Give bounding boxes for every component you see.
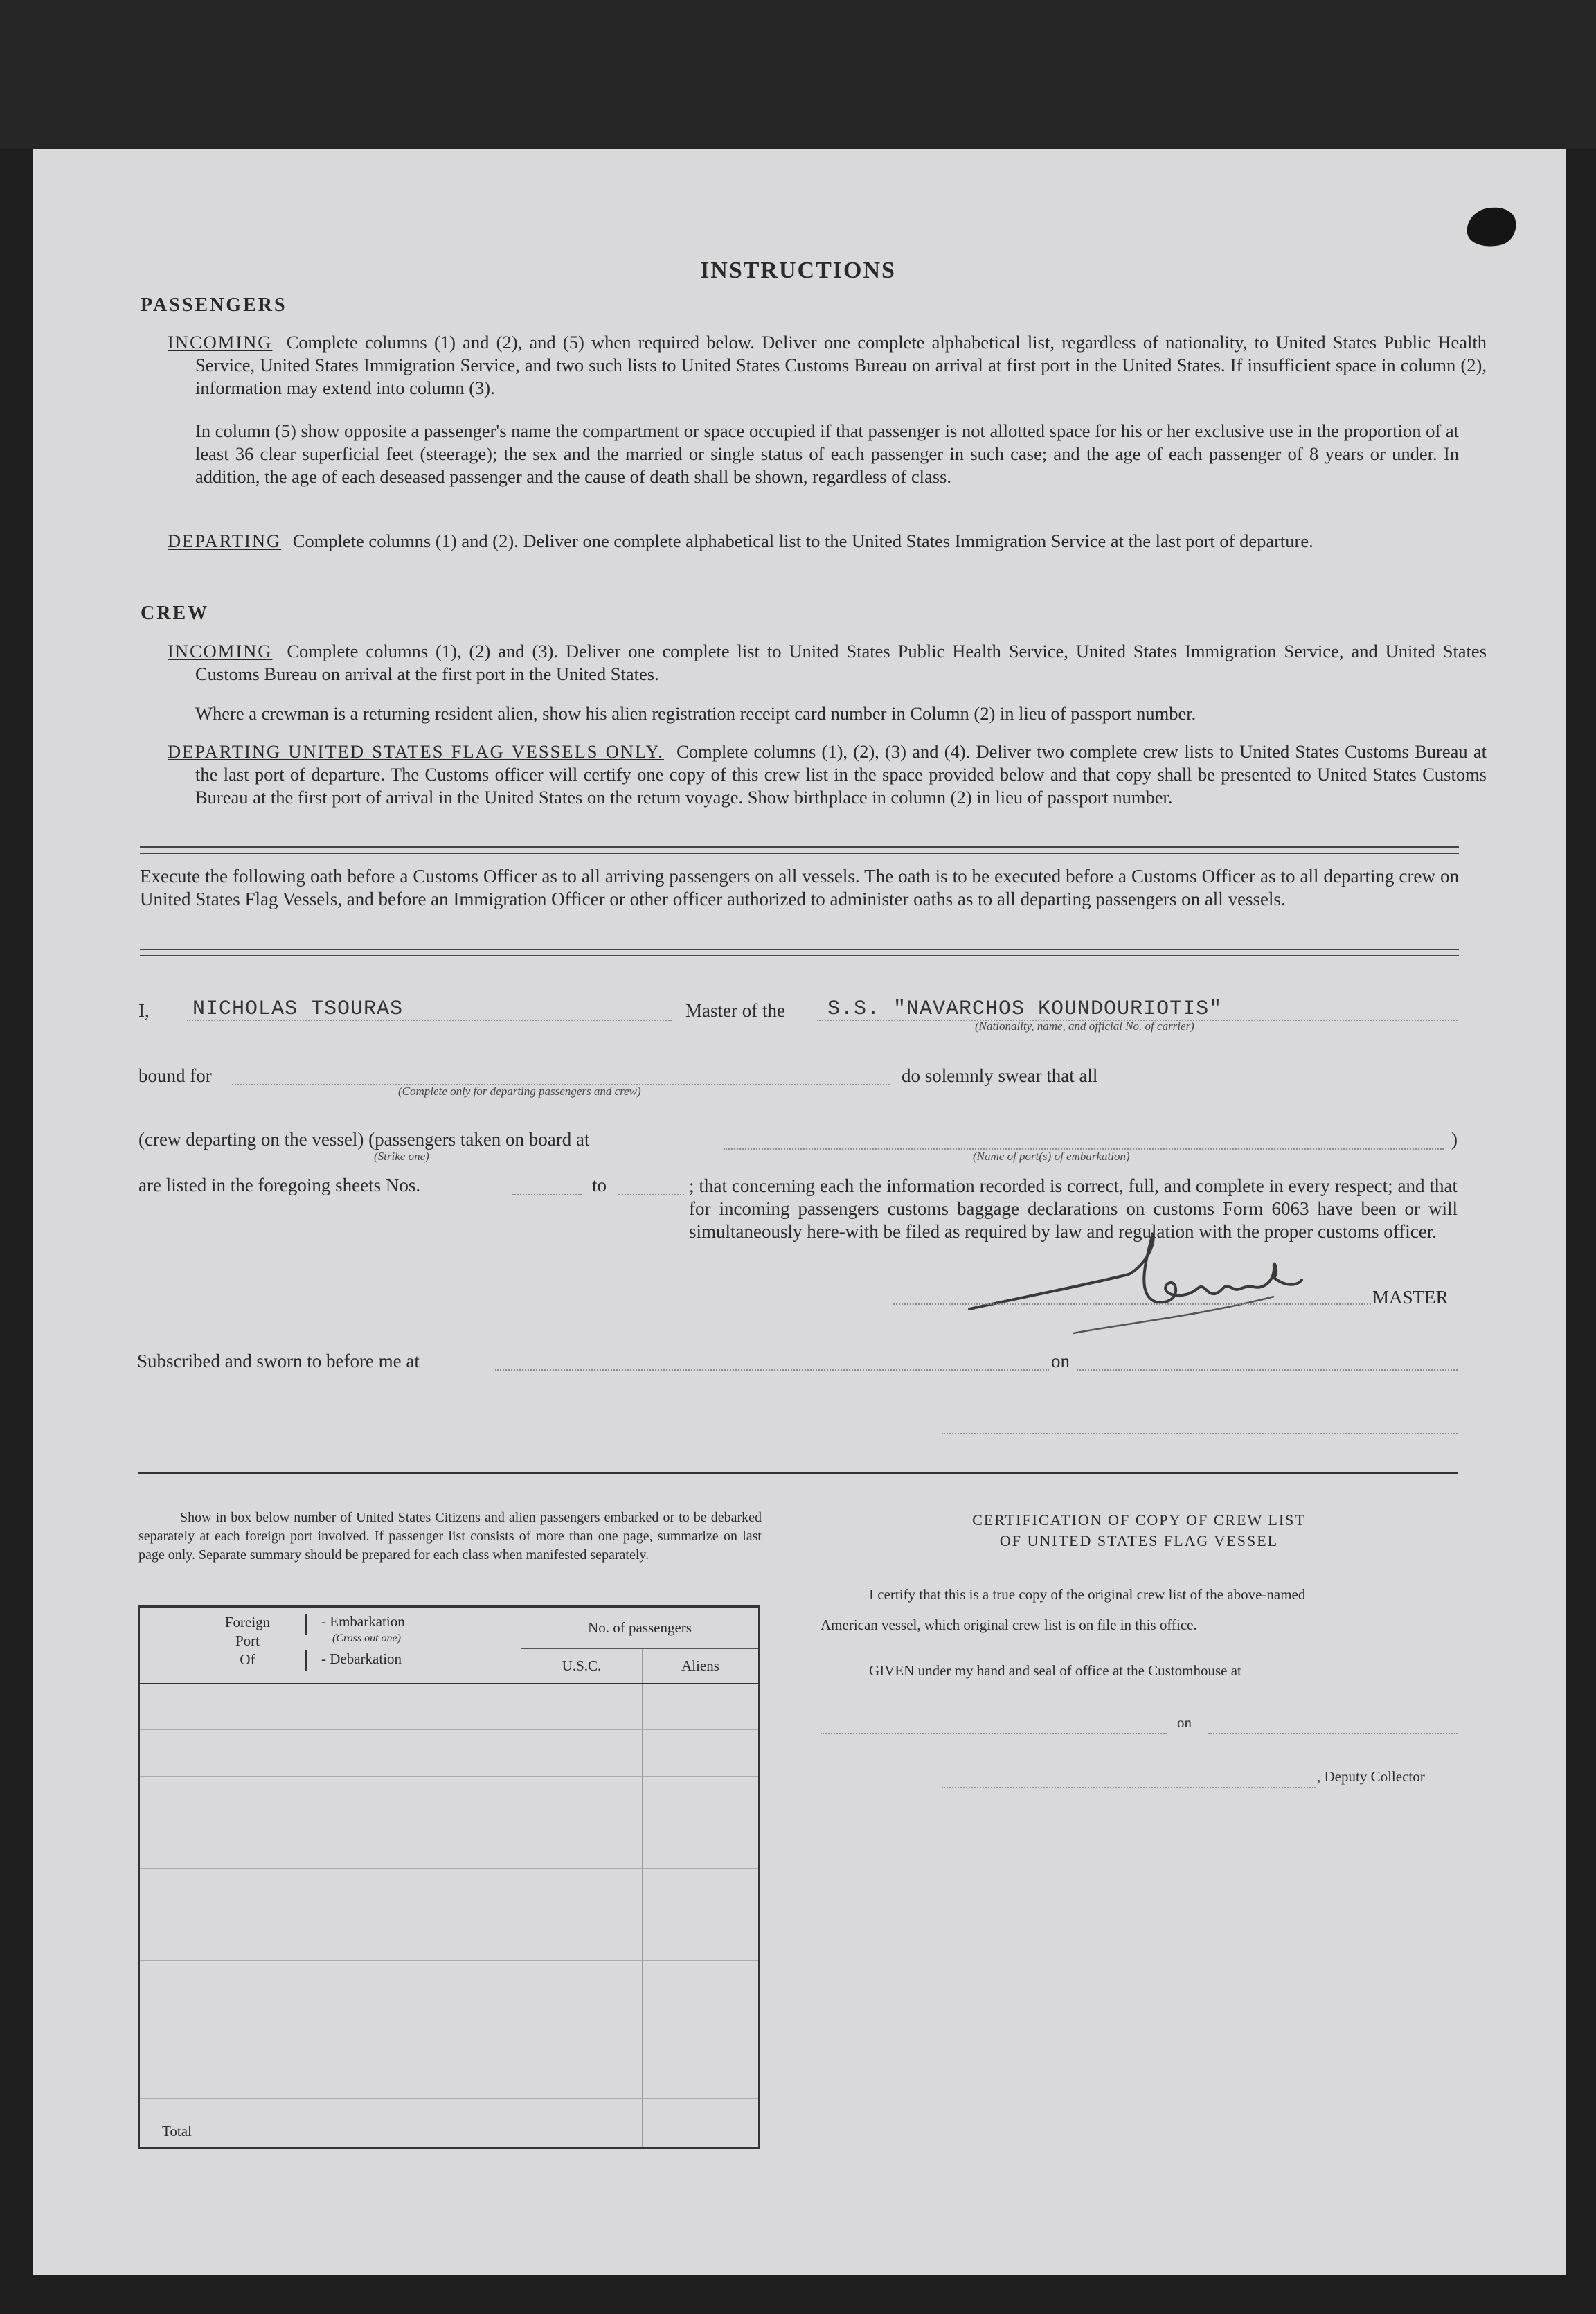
bound-for-label: bound for <box>138 1065 212 1086</box>
master-signature-line <box>893 1302 1371 1305</box>
total-label: Total <box>139 2098 521 2148</box>
certification-heading-line1: CERTIFICATION OF COPY OF CREW LIST <box>972 1511 1306 1529</box>
table-row-usc <box>521 1960 643 2006</box>
crew-passengers-label: (crew departing on the vessel) (passengers taken on board at <box>138 1129 590 1150</box>
table-row-usc <box>521 2052 643 2098</box>
cross-out-label: (Cross out one) <box>332 1632 401 1644</box>
double-divider <box>140 846 1459 854</box>
listed-to: to <box>592 1175 607 1195</box>
close-paren: ) <box>1451 1129 1458 1150</box>
master-label: MASTER <box>1372 1287 1449 1308</box>
listed-part2-text: ; that concerning each the information recorded is correct, full, and complete in every respect; and that for incoming passengers customs baggage declarations on customs Form 6063 have been or will simultaneously here-with be filed as required by law and regulation with the proper customs officer. <box>689 1175 1458 1242</box>
sheets-from-line <box>512 1193 582 1195</box>
subscribed-label: Subscribed and sworn to before me at <box>137 1351 420 1371</box>
double-divider <box>140 949 1459 956</box>
table-row-port <box>139 2006 521 2052</box>
vessel-name: S.S. "NAVARCHOS KOUNDOURIOTIS" <box>827 997 1223 1021</box>
i-label: I, <box>138 1000 150 1021</box>
table-row-usc <box>521 2006 643 2052</box>
table-row-aliens <box>643 1730 760 1776</box>
crew-incoming-label: INCOMING <box>168 641 273 661</box>
deputy-signature-line <box>942 1786 1316 1788</box>
table-row-aliens <box>643 1684 760 1729</box>
total-aliens <box>643 2098 760 2148</box>
column5-paragraph: In column (5) show opposite a passenger's name the compartment or space occupied if that passenger is not allotted space for his or her exclusive use in the proportion of at least 36 clear superficial feet (steerage); the sex and the married or single status of each passenger in such case; and the age of each passenger of 8 years or under. In addition, the age of each deseased passenger and the cause of death shall be shown, regardless of class. <box>195 420 1459 487</box>
crew-incoming-paragraph <box>168 640 1487 686</box>
table-row-usc <box>521 1776 643 1822</box>
passengers-incoming-label: INCOMING <box>168 332 273 353</box>
certification-heading-line2: OF UNITED STATES FLAG VESSEL <box>999 1532 1279 1549</box>
certify-text-1: I certify that this is a true copy of the original crew list of the above-named <box>869 1586 1306 1603</box>
ports-caption: (Name of port(s) of embarkation) <box>973 1150 1130 1163</box>
listed-part2-line1 <box>689 1175 1458 1242</box>
certify-text-2: American vessel, which original crew list is on file in this office. <box>821 1617 1197 1633</box>
cert-on-label: on <box>1177 1714 1192 1731</box>
passengers-heading: PASSENGERS <box>141 294 287 316</box>
embarkation-label: - Embarkation <box>321 1613 405 1630</box>
certification-heading <box>817 1510 1461 1551</box>
bound-for-caption: (Complete only for departing passengers and crew) <box>398 1085 641 1098</box>
swear-label: do solemnly swear that all <box>902 1065 1098 1086</box>
table-row-aliens <box>643 2052 760 2098</box>
usc-header: U.S.C. <box>521 1649 643 1684</box>
scan-border <box>0 0 1596 149</box>
table-row-port <box>139 2052 521 2098</box>
table-row-aliens <box>643 1960 760 2006</box>
oath-instructions: Execute the following oath before a Customs Officer as to all arriving passengers on all vessels. The oath is to be executed before a Customs Officer as to all departing crew on United States Flag Vessels, and before an Immigration Officer or other officer authorized to administer oaths as to all departing passengers on all vessels. <box>140 866 1459 909</box>
of-label: Of <box>240 1651 255 1668</box>
passengers-departing-label: DEPARTING <box>168 531 282 551</box>
crew-resident-paragraph: Where a crewman is a returning resident alien, show his alien registration receipt card number in Column (2) in lieu of passport number. <box>195 703 1196 724</box>
passenger-summary-table <box>138 1605 760 2149</box>
subscribed-place-line <box>495 1368 1049 1371</box>
table-row-usc <box>521 1684 643 1729</box>
deputy-collector-label: , Deputy Collector <box>1317 1768 1425 1785</box>
crew-heading: CREW <box>141 603 210 624</box>
sheets-to-line <box>618 1193 684 1195</box>
crew-incoming-text: Complete columns (1), (2) and (3). Deliver one complete list to United States Public Health Service, United States Immigration Service, and United States Customs Bureau on arrival at the first port in the United States. <box>195 641 1487 684</box>
passengers-incoming-paragraph <box>168 331 1487 400</box>
table-row-aliens <box>643 1776 760 1822</box>
table-row-aliens <box>643 1822 760 1868</box>
table-row-usc <box>521 1868 643 1914</box>
instructions-title: INSTRUCTIONS <box>700 258 896 283</box>
table-row-port <box>139 1868 521 1914</box>
crew-departing-paragraph <box>168 740 1487 809</box>
crew-departing-text: Complete columns (1), (2), (3) and (4). Deliver two complete crew lists to United States Customs Bureau at the last port of departure. The Customs officer will certify one copy of this crew list in the space provided below and that copy shall be presented to United States Customs Bureau at the first port of arrival in the United States on the return voyage. Show birthplace in column (2) in lieu of passport number. <box>195 741 1487 808</box>
master-of-label: Master of the <box>685 1000 785 1021</box>
subscribed-on-label: on <box>1051 1351 1070 1371</box>
table-row-usc <box>521 1914 643 1960</box>
port-label: Port <box>235 1632 260 1649</box>
table-row-port <box>139 1730 521 1776</box>
subscribed-date-line <box>1077 1368 1458 1371</box>
officer-signature-line <box>942 1432 1458 1434</box>
total-usc <box>521 2098 643 2148</box>
given-text: GIVEN under my hand and seal of office at the Customhouse at <box>869 1662 1241 1679</box>
table-row-port <box>139 1684 521 1729</box>
table-row-aliens <box>643 1868 760 1914</box>
table-row-port <box>139 1914 521 1960</box>
vessel-caption: (Nationality, name, and official No. of carrier) <box>975 1020 1194 1033</box>
strike-caption: (Strike one) <box>374 1150 429 1163</box>
section-rule <box>138 1472 1458 1474</box>
passengers-departing-paragraph <box>168 530 1487 553</box>
crew-departing-label: DEPARTING UNITED STATES FLAG VESSELS ONLY. <box>168 741 664 762</box>
passengers-incoming-text: Complete columns (1) and (2), and (5) when required below. Deliver one complete alphabetical list, regardless of nationality, to United States Public Health Service, United States Immigration Service, and two such lists to United States Customs Bureau on arrival at first port in the United States. If insufficient space in column (2), information may extend into column (3). <box>195 332 1487 398</box>
aliens-header: Aliens <box>643 1649 760 1684</box>
table-row-aliens <box>643 2006 760 2052</box>
foreign-label: Foreign <box>224 1614 271 1630</box>
customhouse-line <box>821 1732 1167 1734</box>
debarkation-label: - Debarkation <box>321 1650 402 1667</box>
no-of-passengers-header: No. of passengers <box>521 1607 760 1649</box>
port-header-cell <box>139 1607 521 1684</box>
table-row-port <box>139 1776 521 1822</box>
table-row-port <box>139 1960 521 2006</box>
master-signature <box>949 1219 1350 1344</box>
summary-note: Show in box below number of United States Citizens and alien passengers embarked or to be debarked separately at each foreign port involved. If passenger list consists of more than one page, summarize on last page only. Separate summary should be prepared for each class when manifested separately. <box>138 1510 762 1563</box>
master-name: NICHOLAS TSOURAS <box>192 997 404 1021</box>
cert-date-line <box>1208 1732 1458 1734</box>
passengers-departing-text: Complete columns (1) and (2). Deliver one complete alphabetical list to the United States Immigration Service at the last port of departure. <box>292 531 1313 551</box>
table-row-aliens <box>643 1914 760 1960</box>
listed-part1: are listed in the foregoing sheets Nos. <box>138 1175 421 1195</box>
table-row-usc <box>521 1730 643 1776</box>
table-row-port <box>139 1822 521 1868</box>
table-row-usc <box>521 1822 643 1868</box>
